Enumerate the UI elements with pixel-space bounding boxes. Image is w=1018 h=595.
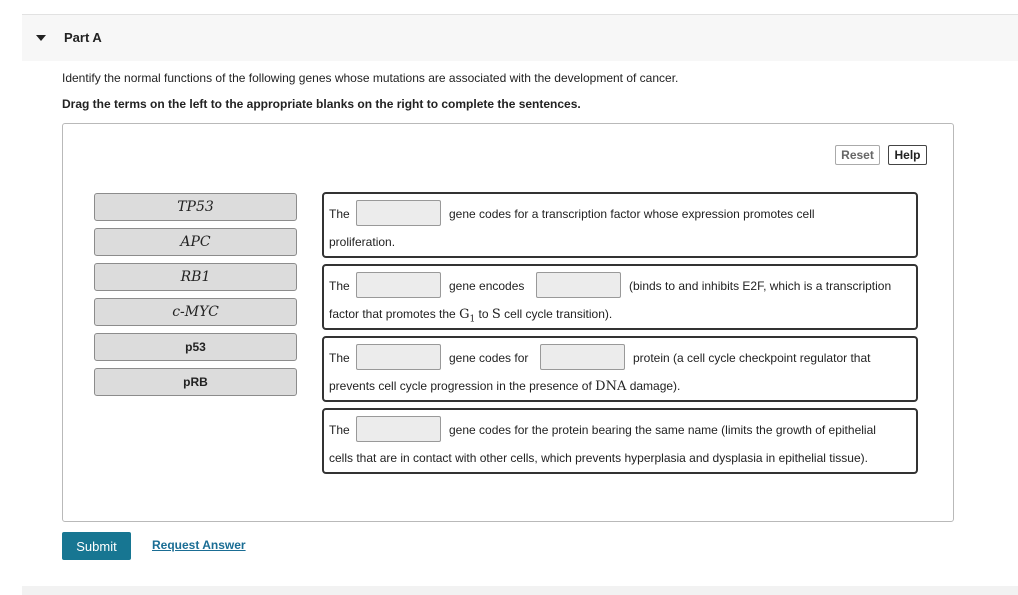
- part-header[interactable]: [22, 15, 1018, 61]
- sentence-text: (binds to and inhibits E2F, which is a transcription: [629, 279, 892, 293]
- drag-instructions: Drag the terms on the left to the appropriate blanks on the right to complete the sentences.: [62, 97, 581, 111]
- sentence-4: [322, 408, 918, 474]
- sentence-2: [322, 264, 918, 330]
- drop-blank[interactable]: [356, 200, 441, 226]
- footer-bar: [22, 586, 1018, 595]
- sentence-text: The: [329, 279, 350, 293]
- term-tp53[interactable]: TP53: [94, 193, 297, 221]
- sentence-text: The: [329, 423, 350, 437]
- drop-blank[interactable]: [356, 272, 441, 298]
- dna-text: DNA: [595, 379, 627, 394]
- sentence-text: gene encodes: [449, 279, 525, 293]
- help-button[interactable]: Help: [888, 145, 927, 165]
- term-p53[interactable]: p53: [94, 333, 297, 361]
- sentence-line2: [329, 307, 612, 325]
- sentence-text: factor that promotes the: [329, 307, 456, 321]
- subscript-one: 1: [469, 314, 476, 325]
- request-answer-link[interactable]: Request Answer: [152, 538, 246, 552]
- term-apc[interactable]: APC: [94, 228, 297, 256]
- s-phase: S: [491, 307, 501, 322]
- sentence-text: gene codes for: [449, 351, 529, 365]
- sentence-text: cell cycle transition).: [504, 307, 613, 321]
- sentence-1: [322, 192, 918, 258]
- sentence-3: [322, 336, 918, 402]
- drop-blank[interactable]: [536, 272, 621, 298]
- submit-button[interactable]: Submit: [62, 532, 131, 560]
- g-letter: G: [459, 307, 470, 322]
- sentence-text: The: [329, 351, 350, 365]
- part-title: Part A: [64, 30, 102, 45]
- term-prb[interactable]: pRB: [94, 368, 297, 396]
- sentence-line2: [329, 379, 680, 394]
- drop-blank[interactable]: [540, 344, 625, 370]
- sentence-text: damage).: [629, 379, 681, 393]
- drop-blank[interactable]: [356, 344, 441, 370]
- sentence-text: proliferation.: [329, 235, 396, 249]
- term-rb1[interactable]: RB1: [94, 263, 297, 291]
- term-c-myc[interactable]: c-MYC: [94, 298, 297, 326]
- drop-blank[interactable]: [356, 416, 441, 442]
- question-instructions: Identify the normal functions of the following genes whose mutations are associated with the development of cancer.: [62, 71, 679, 85]
- sentence-text: gene codes for the protein bearing the same name (limits the growth of epithelial: [449, 423, 876, 437]
- collapse-caret-icon[interactable]: [36, 35, 46, 41]
- reset-button[interactable]: Reset: [835, 145, 880, 165]
- sentence-text: protein (a cell cycle checkpoint regulator that: [633, 351, 871, 365]
- sentence-text: gene codes for a transcription factor whose expression promotes cell: [449, 207, 815, 221]
- g1-phase: [459, 307, 476, 325]
- sentence-text: cells that are in contact with other cells, which prevents hyperplasia and dysplasia in epithelial tissue).: [329, 451, 868, 465]
- sentence-text: The: [329, 207, 350, 221]
- sentence-text: prevents cell cycle progression in the presence of: [329, 379, 592, 393]
- sentence-text: to: [478, 307, 489, 321]
